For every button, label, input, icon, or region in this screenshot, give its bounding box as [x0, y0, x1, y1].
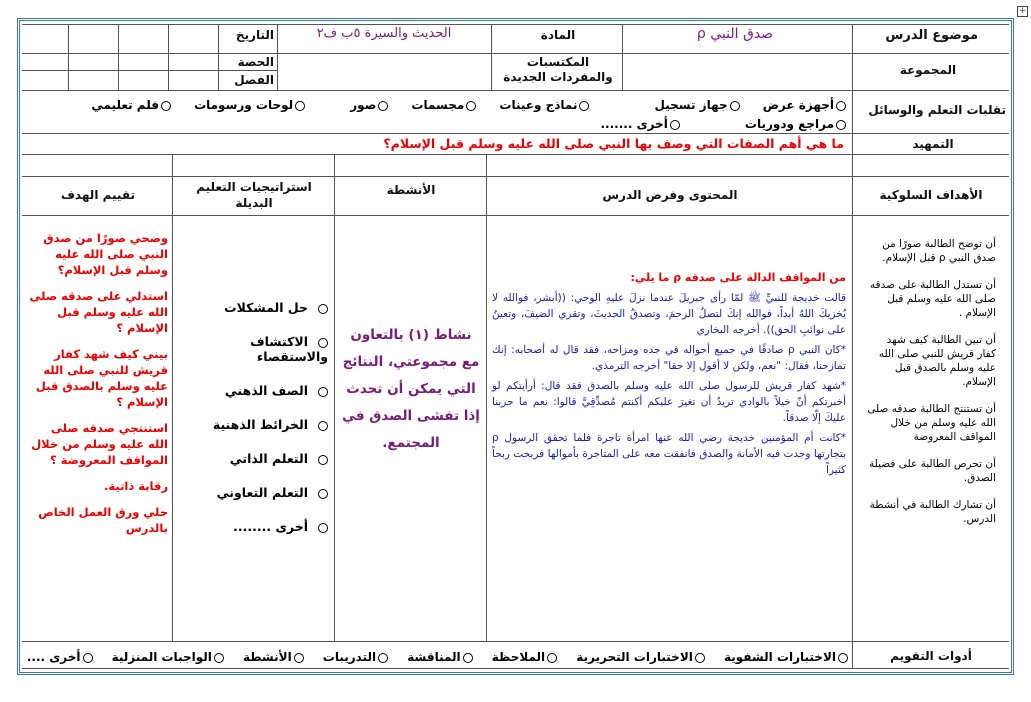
radio-circle-icon — [318, 489, 328, 499]
group-label: المجموعة — [899, 63, 957, 77]
radio-circle-icon — [318, 304, 328, 314]
strategies-header: استراتيجيات التعليم البديلة — [196, 180, 312, 210]
assessment-item: حلي ورق العمل الخاص بالدرس — [38, 505, 168, 535]
assessment-item: رقابة ذاتية. — [104, 479, 168, 493]
radio-circle-icon — [579, 101, 589, 111]
radio-circle-icon — [378, 101, 388, 111]
subject-value: الحديث والسيرة ٥ب ف٢ — [316, 26, 452, 41]
content-header: المحتوى وفرض الدرس — [602, 188, 738, 202]
strategies-list — [180, 300, 328, 553]
radio-circle-icon — [318, 455, 328, 465]
strategy-option[interactable]: التعلم التعاوني — [180, 485, 328, 500]
radio-circle-icon — [836, 101, 846, 111]
radio-circle-icon — [214, 653, 224, 663]
evaluation-label: أدوات التقويم — [890, 649, 972, 663]
evaluation-option[interactable]: الاختبارات التحريرية — [576, 650, 705, 664]
evaluation-option[interactable]: أخرى .... — [27, 650, 93, 664]
tool-option[interactable]: لوحات ورسومات — [194, 98, 305, 112]
radio-circle-icon — [83, 653, 93, 663]
activity-text: نشاط (١) بالتعاون مع مجموعتي، النتائج التي يمكن أن تحدث إذا تفشى الصدق في المجتمع. — [342, 327, 480, 451]
evaluation-option[interactable]: الملاحظة — [492, 650, 557, 664]
radio-circle-icon — [294, 653, 304, 663]
tool-option[interactable]: فلم تعليمي — [91, 98, 171, 112]
topic-label: موضوع الدرس — [885, 28, 978, 43]
period-label: الحصة — [237, 55, 274, 69]
assessment-header: تقييم الهدف — [61, 188, 135, 202]
assessment-list — [28, 230, 168, 546]
radio-circle-icon — [730, 101, 740, 111]
strategy-option[interactable]: الخرائط الذهنية — [180, 417, 328, 432]
radio-circle-icon — [466, 101, 476, 111]
radio-circle-icon — [318, 387, 328, 397]
assessment-item: استدلي على صدقه صلى الله عليه وسلم قبل الإسلام ؟ — [29, 289, 168, 335]
class-label: الفصل — [234, 73, 274, 87]
objective-item: أن تبين الطالبة كيف شهد كفار قريش للنبي صلى الله عليه وسلم بالصدق قبل الإسلام. — [878, 334, 996, 388]
objectives-header: الأهداف السلوكية — [879, 188, 983, 202]
radio-circle-icon — [318, 523, 328, 533]
acquisitions-label: المكتسبات والمفردات الجديدة — [503, 55, 613, 84]
evaluation-option[interactable]: الواجبات المنزلية — [112, 650, 224, 664]
evaluation-option[interactable]: المناقشة — [407, 650, 472, 664]
content-intro: من المواقف الدالة على صدقه ρ ما يلي: — [630, 271, 846, 284]
tool-option[interactable]: أجهزة عرض — [763, 98, 846, 112]
strategy-option[interactable]: أخرى ........ — [180, 519, 328, 534]
activities-header: الأنشطة — [386, 183, 436, 197]
radio-circle-icon — [670, 120, 680, 130]
tool-option[interactable]: مراجع ودوريات — [745, 117, 846, 131]
evaluation-option[interactable]: الأنشطة — [243, 650, 304, 664]
strategy-option[interactable]: الصف الذهني — [180, 383, 328, 398]
objective-item: أن تشارك الطالبة في أنشطة الدرس. — [869, 499, 996, 525]
date-label: التاريخ — [235, 28, 274, 42]
radio-circle-icon — [836, 120, 846, 130]
tool-option[interactable]: صور — [350, 98, 388, 112]
objective-item: أن تستدل الطالبة على صدقه صلى الله عليه وسلم قبل الإسلام . — [869, 279, 996, 319]
assessment-item: وضحي صورًا من صدق النبي صلى الله عليه وسلم قبل الإسلام؟ — [43, 231, 168, 277]
content-paragraph: *كان النبي ρ صادقًا في جميع أحواله في جده ومزاحه، فقد قال له أصحابه: إنك تمازحنا، فقال: "نعم، ولكن لا أقول إلا حقا" أخرجه الترمذي. — [492, 344, 846, 372]
intro-label: التمهيد — [912, 137, 954, 151]
tools-options-row1 — [28, 94, 846, 113]
radio-circle-icon — [695, 653, 705, 663]
radio-circle-icon — [547, 653, 557, 663]
lesson-content — [492, 270, 846, 482]
intro-question: ما هي أهم الصفات التي وصف بها النبي صلى الله عليه وسلم قبل الإسلام؟ — [383, 136, 844, 151]
tool-option[interactable]: نماذج وعينات — [499, 98, 589, 112]
evaluation-option[interactable]: الاختبارات الشفوية — [724, 650, 848, 664]
subject-label: المادة — [540, 28, 576, 42]
tool-option[interactable]: جهاز تسجيل — [655, 98, 740, 112]
tool-option[interactable]: مجسمات — [411, 98, 476, 112]
strategy-option[interactable]: حل المشكلات — [180, 300, 328, 315]
content-paragraph: *كانت أم المؤمنين خديجة رضي الله عنها امرأة تاجرة فلما تحقق الرسول ρ بتجارتها وجدت فيه الأمانة والصدق فاتفقت معه على المتاجرة بأموالها فربحت ربحاً كثيراً — [492, 432, 846, 476]
content-paragraph: *شهد كفار قريش للرسول صلى الله عليه وسلم بالصدق فقد قال: أرأيتكم لو أخبرتكم أنّ خيلاً بالوادي تريدُ أن تغيرَ عليكم أكنتم مُصدِّقِيَّ قالوا: نعم ما جربنا عليكَ إلّا صدقاً. — [492, 380, 846, 424]
strategy-option[interactable]: الاكتشاف والاستقصاء — [250, 334, 328, 364]
radio-circle-icon — [318, 421, 328, 431]
objective-item: أن تستنتج الطالبة صدقه صلى الله عليه وسلم من خلال المواقف المعروضة — [867, 403, 996, 443]
radio-circle-icon — [463, 653, 473, 663]
objective-item: أن توضح الطالبة صورًا من صدق النبي ρ قبل الإسلام. — [882, 238, 996, 264]
evaluation-options — [26, 646, 848, 665]
tool-option[interactable]: أخرى ....... — [601, 117, 680, 131]
radio-circle-icon — [318, 338, 328, 348]
move-handle-icon[interactable]: + — [1018, 6, 1027, 16]
evaluation-option[interactable]: التدريبات — [323, 650, 388, 664]
radio-circle-icon — [378, 653, 388, 663]
objectives-list — [866, 237, 996, 539]
radio-circle-icon — [838, 653, 848, 663]
radio-circle-icon — [295, 101, 305, 111]
radio-circle-icon — [161, 101, 171, 111]
tools-label: تقلبات التعلم والوسائل — [868, 103, 1006, 117]
assessment-item: استنتجي صدقه صلى الله عليه وسلم من خلال المواقف المعروضة ؟ — [31, 421, 168, 467]
topic-value: صدق النبي ρ — [696, 26, 774, 42]
strategy-option[interactable]: التعلم الذاتي — [180, 451, 328, 466]
assessment-item: بيني كيف شهد كفار قريش للنبي صلى الله عليه وسلم بالصدق قبل الإسلام ؟ — [35, 347, 168, 409]
content-paragraph: قالت خديجة للنبيِّ ﷺ لمّا رأى جبريلَ عندما نزلَ عليهِ الوحي: ((أبشر، فوالله لا يُخزيكَ اللهُ أبداً، فوالله إنكَ لتصلُ الرحمَ، وتصدقُ الحديثَ، وتقري الضيفَ، وتعينُ على نوائبِ الحق)). أخرجه البخاري — [492, 292, 846, 336]
tools-options-row2 — [380, 113, 846, 132]
objective-item: أن تحرص الطالبة على فضيلة الصدق. — [869, 458, 996, 484]
